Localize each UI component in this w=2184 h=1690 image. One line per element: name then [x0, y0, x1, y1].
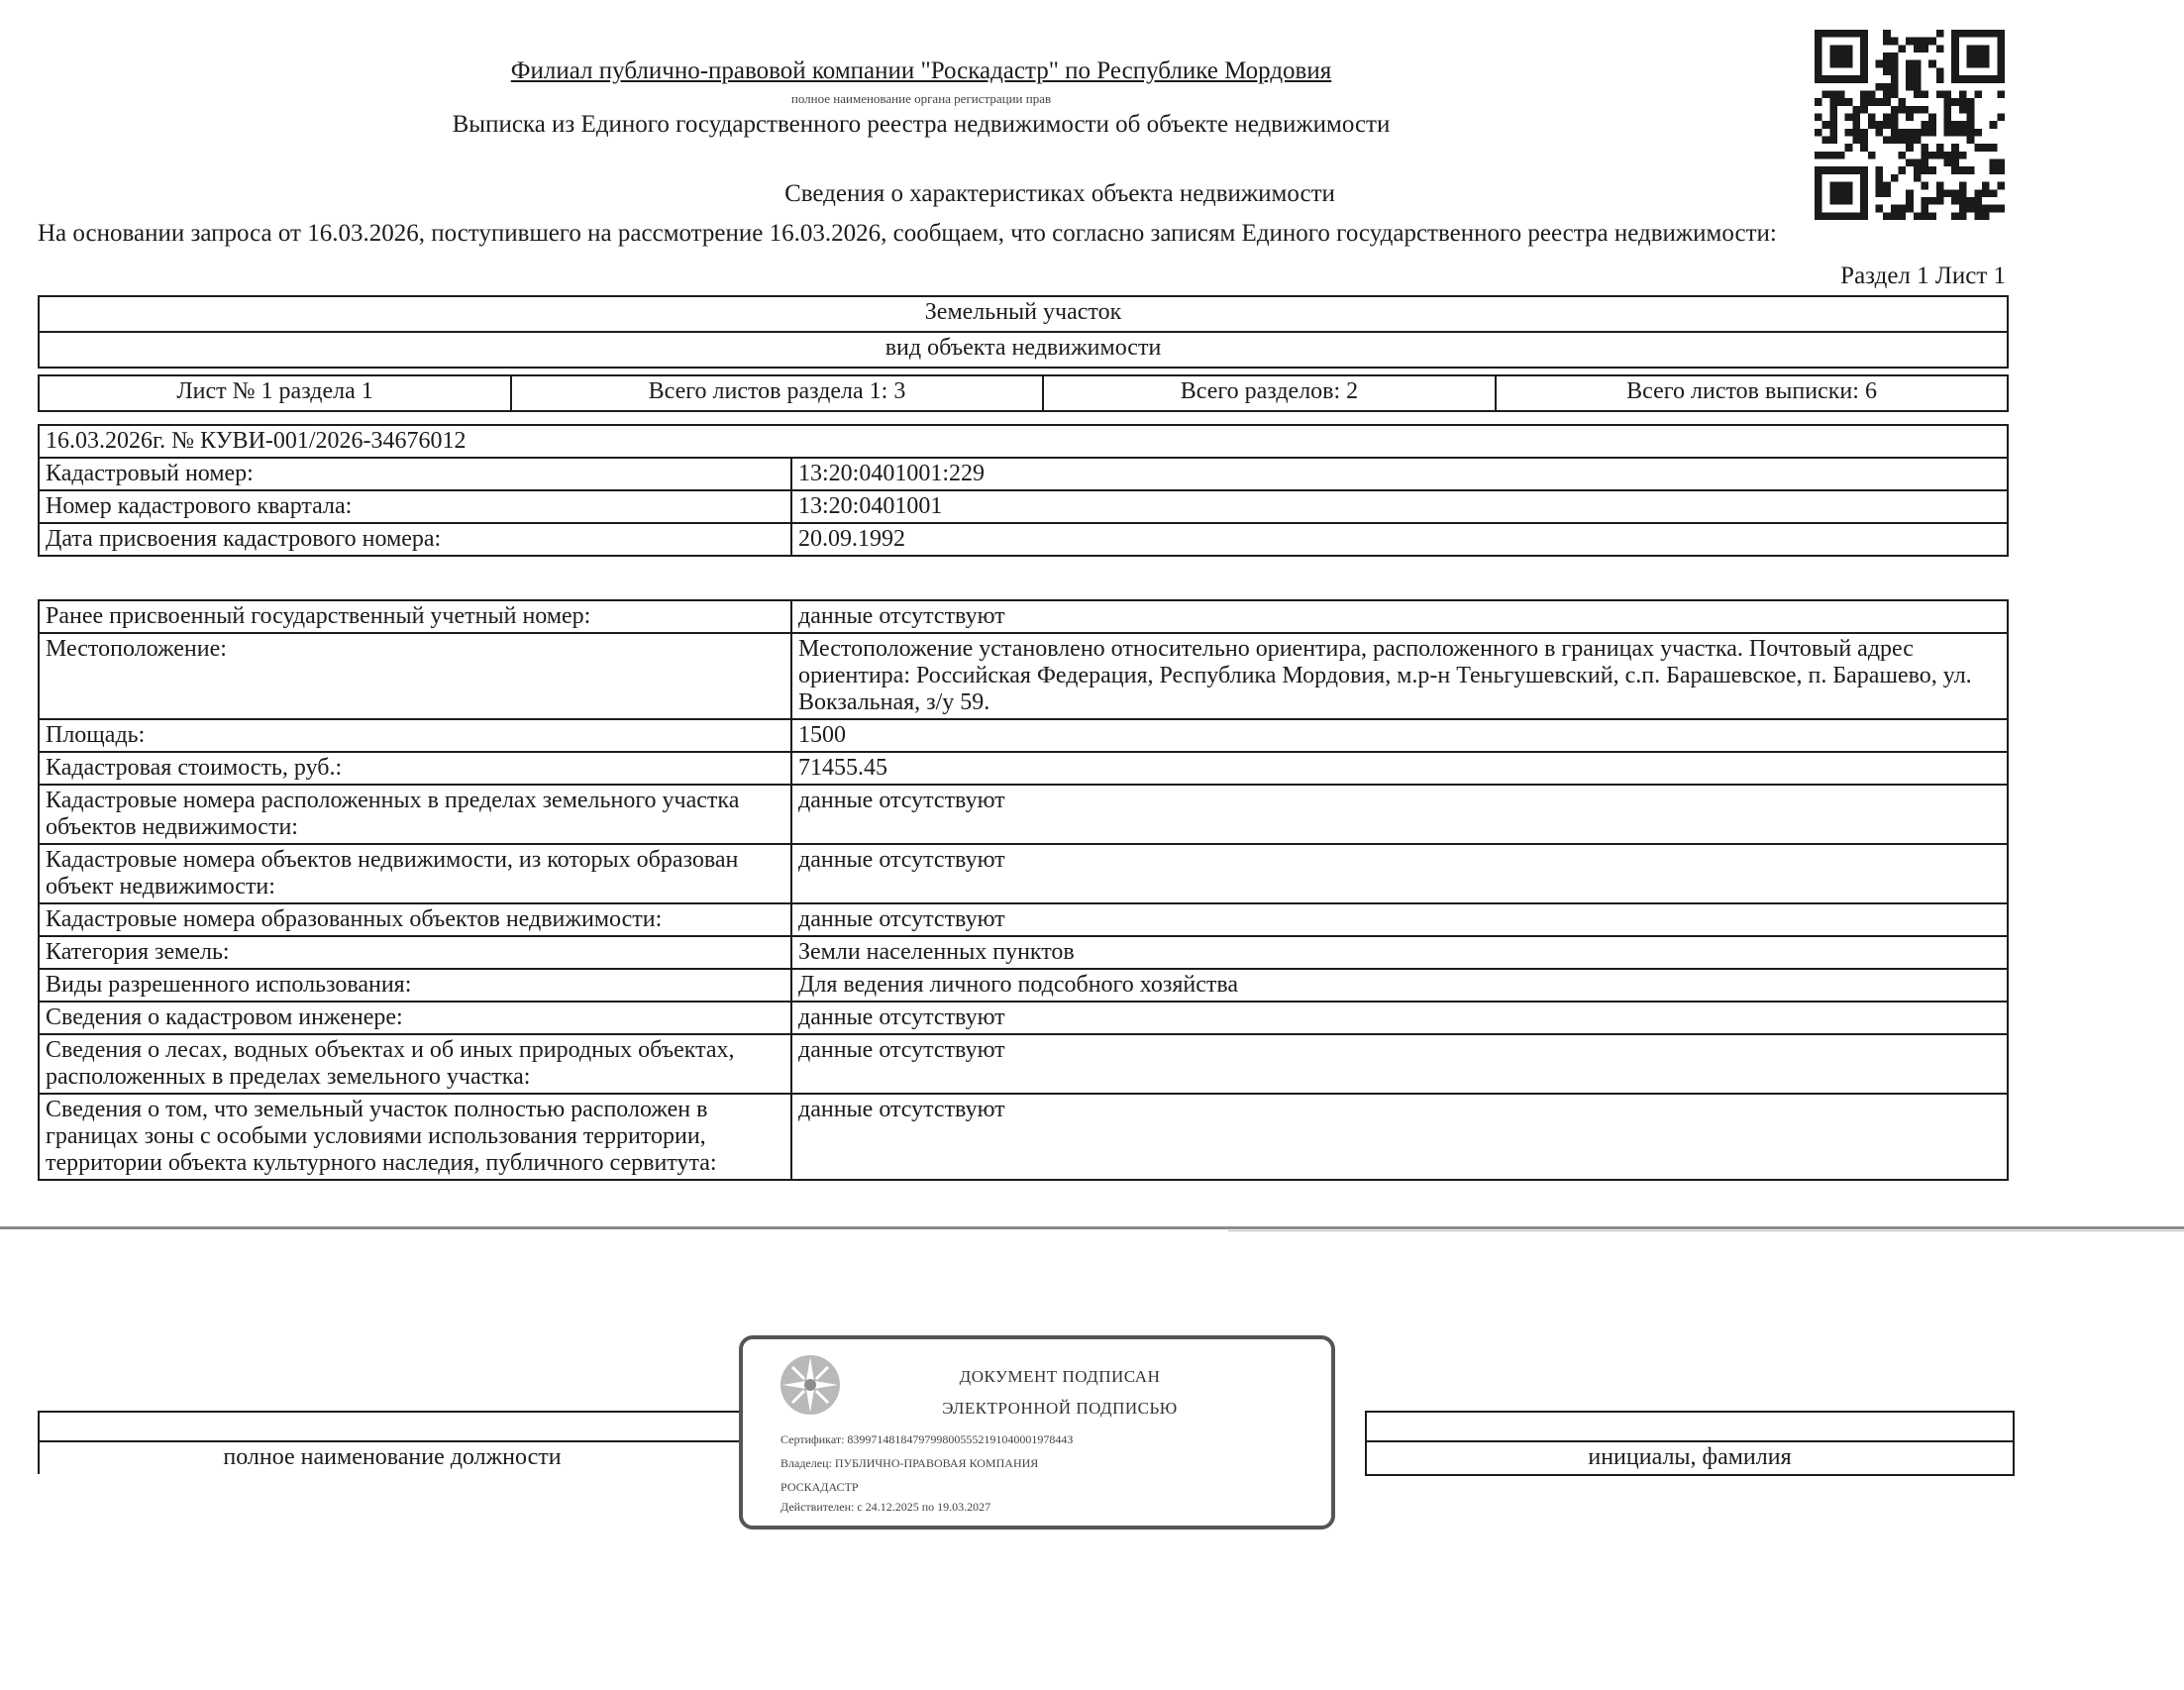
- organization-title: Филиал публично-правовой компании "Роскадастр" по Республике Мордовия: [510, 57, 1332, 84]
- row-label: Номер кадастрового квартала:: [39, 490, 791, 523]
- table-row: [39, 785, 2008, 844]
- table-row: [39, 1094, 2008, 1180]
- row-label: Сведения о кадастровом инженере:: [39, 1002, 791, 1034]
- row-value: 13:20:0401001: [791, 490, 2008, 523]
- sheets-table: [38, 374, 2009, 412]
- extract-title: Выписка из Единого государственного реестра недвижимости об объекте недвижимости: [452, 111, 1391, 138]
- row-value: 13:20:0401001:229: [791, 458, 2008, 490]
- position-caption: полное наименование должности: [223, 1444, 562, 1470]
- row-value: данные отсутствуют: [791, 785, 2008, 844]
- row-value: 1500: [791, 719, 2008, 752]
- main-info-table: [38, 424, 2009, 557]
- row-label: Кадастровые номера образованных объектов недвижимости:: [39, 903, 791, 936]
- emblem-icon: [779, 1353, 842, 1417]
- stamp-owner-2: РОСКАДАСТР: [780, 1480, 859, 1494]
- row-label: Сведения о том, что земельный участок полностью расположен в границах зоны с особыми условиями использования территории, территории объекта культурного наследия, публичного сервитута:: [39, 1094, 791, 1180]
- qr-code-icon: [1815, 30, 2005, 220]
- sheet-number: Лист № 1 раздела 1: [39, 375, 511, 411]
- section-title: Сведения о характеристиках объекта недвижимости: [784, 180, 1335, 207]
- signature-stamp: [739, 1335, 1335, 1530]
- stamp-line-1: ДОКУМЕНТ ПОДПИСАН: [959, 1367, 1161, 1386]
- table-row: [39, 1002, 2008, 1034]
- row-value: Земли населенных пунктов: [791, 936, 2008, 969]
- row-label: Ранее присвоенный государственный учетный номер:: [39, 600, 791, 633]
- stamp-certificate: Сертификат: 8399714818479799800555219104000197844З: [780, 1432, 1074, 1446]
- position-field: [38, 1411, 745, 1474]
- scan-divider-faint: [1228, 1230, 2184, 1231]
- stamp-owner: Владелец: ПУБЛИЧНО-ПРАВОВАЯ КОМПАНИЯ: [780, 1456, 1039, 1470]
- organization-caption: полное наименование органа регистрации прав: [790, 91, 1052, 106]
- table-row: [39, 752, 2008, 785]
- row-value: данные отсутствуют: [791, 1002, 2008, 1034]
- table-row: [39, 969, 2008, 1002]
- document-number: 16.03.2026г. № КУВИ-001/2026-34676012: [39, 425, 2008, 458]
- stamp-line-2: ЭЛЕКТРОННОЙ ПОДПИСЬЮ: [942, 1399, 1178, 1418]
- properties-table: [38, 599, 2009, 1181]
- row-label: Категория земель:: [39, 936, 791, 969]
- row-label: Кадастровый номер:: [39, 458, 791, 490]
- table-row: [39, 458, 2008, 490]
- row-value: данные отсутствуют: [791, 1094, 2008, 1180]
- row-value: 20.09.1992: [791, 523, 2008, 556]
- row-value: 71455.45: [791, 752, 2008, 785]
- table-row: [39, 936, 2008, 969]
- row-label: Местоположение:: [39, 633, 791, 719]
- total-sheets-extract: Всего листов выписки: 6: [1496, 375, 2008, 411]
- row-label: Кадастровые номера расположенных в пределах земельного участка объектов недвижимости:: [39, 785, 791, 844]
- row-label: Дата присвоения кадастрового номера:: [39, 523, 791, 556]
- name-caption: инициалы, фамилия: [1588, 1444, 1792, 1470]
- row-value: Для ведения личного подсобного хозяйства: [791, 969, 2008, 1002]
- table-row: [39, 523, 2008, 556]
- scan-divider: [0, 1226, 2184, 1229]
- total-sections: Всего разделов: 2: [1043, 375, 1496, 411]
- row-label: Площадь:: [39, 719, 791, 752]
- page-info: Раздел 1 Лист 1: [1840, 263, 2006, 289]
- row-label: Сведения о лесах, водных объектах и об иных природных объектах, расположенных в пределах земельного участка:: [39, 1034, 791, 1094]
- table-row: [39, 844, 2008, 903]
- row-value: данные отсутствуют: [791, 903, 2008, 936]
- table-row: [39, 633, 2008, 719]
- total-sheets-section: Всего листов раздела 1: 3: [511, 375, 1043, 411]
- row-value: Местоположение установлено относительно ориентира, расположенного в границах участка. Почтовый адрес ориентира: Российская Федерация, Республика Мордовия, м.р-н Теньгушевский, с.п. Барашевское, п. Барашево, ул. Вокзальная, з/у 59.: [791, 633, 2008, 719]
- table-row: [39, 903, 2008, 936]
- table-row: [39, 1034, 2008, 1094]
- name-field: [1365, 1411, 2015, 1476]
- object-type-table: [38, 295, 2009, 369]
- stamp-validity: Действителен: с 24.12.2025 по 19.03.2027: [780, 1500, 991, 1514]
- row-label: Виды разрешенного использования:: [39, 969, 791, 1002]
- row-value: данные отсутствуют: [791, 1034, 2008, 1094]
- row-value: данные отсутствуют: [791, 844, 2008, 903]
- object-type-caption: вид объекта недвижимости: [39, 332, 2008, 368]
- table-row: [39, 600, 2008, 633]
- row-label: Кадастровые номера объектов недвижимости, из которых образован объект недвижимости:: [39, 844, 791, 903]
- object-type: Земельный участок: [39, 296, 2008, 332]
- row-label: Кадастровая стоимость, руб.:: [39, 752, 791, 785]
- table-row: [39, 490, 2008, 523]
- row-value: данные отсутствуют: [791, 600, 2008, 633]
- intro-text: На основании запроса от 16.03.2026, поступившего на рассмотрение 16.03.2026, сообщаем, что согласно записям Единого государственного реестра недвижимости:: [38, 220, 1777, 247]
- table-row: [39, 719, 2008, 752]
